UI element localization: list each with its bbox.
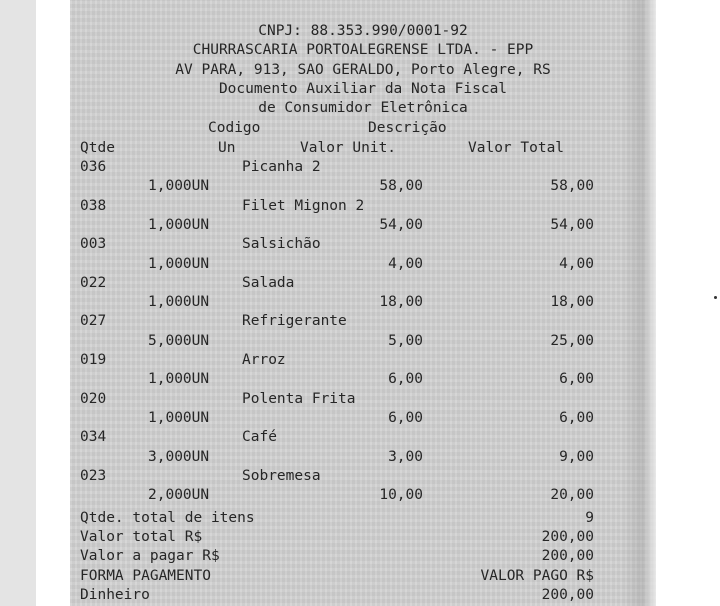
payment-method: Dinheiro — [80, 587, 150, 603]
item-quantity: 5,000UN — [148, 332, 210, 349]
item-total: 20,00 — [550, 487, 594, 504]
qtde-total-value: 9 — [585, 510, 594, 526]
item-total: 54,00 — [550, 216, 594, 233]
item-unit-price: 18,00 — [379, 294, 423, 311]
item-description: Sobremesa — [242, 467, 321, 484]
item-unit-price: 58,00 — [379, 178, 423, 195]
item-total: 6,00 — [559, 409, 594, 426]
column-qtde: Qtde — [80, 140, 115, 156]
item-quantity: 1,000UN — [148, 178, 210, 195]
company-name: CHURRASCARIA PORTOALEGRENSE LTDA. - EPP — [192, 42, 534, 58]
column-valor-total: Valor Total — [468, 140, 565, 156]
item-description: Salsichão — [242, 236, 321, 253]
item-description: Arroz — [242, 352, 286, 368]
item-unit-price: 6,00 — [388, 409, 423, 426]
item-total: 58,00 — [550, 178, 594, 195]
item-code: 020 — [80, 390, 107, 407]
item-quantity: 1,000UN — [148, 216, 210, 233]
valor-pago-label: VALOR PAGO R$ — [480, 568, 594, 584]
item-unit-price: 5,00 — [388, 332, 423, 349]
forma-pagamento-label: FORMA PAGAMENTO — [80, 568, 211, 584]
item-quantity: 2,000UN — [148, 487, 210, 504]
item-total: 6,00 — [559, 371, 594, 388]
item-code: 038 — [80, 197, 107, 214]
item-code: 019 — [80, 352, 107, 368]
paid-value: 200,00 — [541, 587, 594, 603]
item-description: Refrigerante — [242, 313, 347, 330]
item-code: 023 — [80, 467, 107, 484]
item-quantity: 1,000UN — [148, 255, 210, 272]
item-code: 003 — [80, 236, 107, 253]
item-description: Salada — [242, 274, 295, 291]
item-unit-price: 54,00 — [379, 216, 423, 233]
item-quantity: 1,000UN — [148, 294, 210, 311]
item-total: 18,00 — [550, 294, 594, 311]
item-quantity: 1,000UN — [148, 371, 210, 388]
valor-pagar-label: Valor a pagar R$ — [80, 548, 220, 564]
stray-dot — [714, 296, 717, 299]
item-total: 9,00 — [559, 448, 594, 465]
item-code: 022 — [80, 274, 107, 291]
column-valor-unit: Valor Unit. — [300, 140, 397, 156]
item-total: 25,00 — [550, 332, 594, 349]
item-code: 036 — [80, 159, 107, 175]
item-description: Café — [242, 429, 277, 446]
valor-total-value: 200,00 — [541, 529, 594, 545]
paper-edge-shadow — [622, 0, 656, 606]
item-description: Polenta Frita — [242, 390, 356, 407]
item-unit-price: 6,00 — [388, 371, 423, 388]
column-descricao: Descrição — [368, 120, 447, 136]
document-title-1: Documento Auxiliar da Nota Fiscal — [218, 81, 508, 97]
item-total: 4,00 — [559, 255, 594, 272]
address: AV PARA, 913, SAO GERALDO, Porto Alegre, RS — [175, 62, 551, 78]
page-margin — [0, 0, 36, 606]
qtde-total-label: Qtde. total de itens — [80, 510, 255, 526]
item-unit-price: 4,00 — [388, 255, 423, 272]
column-un: Un — [218, 140, 236, 156]
item-unit-price: 3,00 — [388, 448, 423, 465]
valor-total-label: Valor total R$ — [80, 529, 203, 545]
item-unit-price: 10,00 — [379, 487, 423, 504]
receipt — [70, 0, 656, 606]
item-description: Picanha 2 — [242, 159, 321, 175]
valor-pagar-value: 200,00 — [541, 548, 594, 564]
column-codigo: Codigo — [208, 120, 261, 136]
cnpj: CNPJ: 88.353.990/0001-92 — [258, 23, 468, 39]
item-code: 027 — [80, 313, 107, 330]
item-quantity: 1,000UN — [148, 409, 210, 426]
item-description: Filet Mignon 2 — [242, 197, 365, 214]
document-title-2: de Consumidor Eletrônica — [258, 100, 468, 116]
item-code: 034 — [80, 429, 107, 446]
item-quantity: 3,000UN — [148, 448, 210, 465]
